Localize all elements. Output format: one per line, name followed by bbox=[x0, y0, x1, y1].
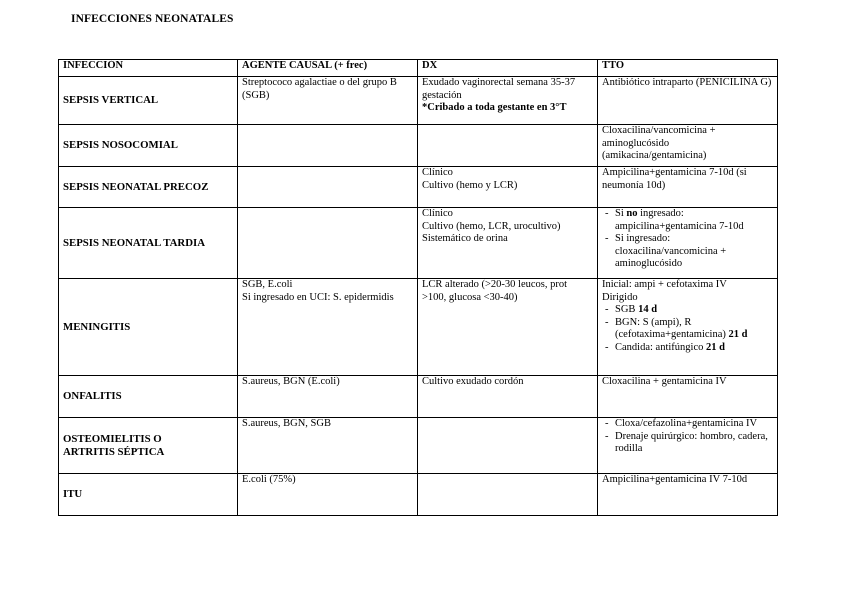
row-dx bbox=[418, 77, 598, 125]
cell-line: Cultivo (hemo, LCR, urocultivo) bbox=[422, 220, 561, 232]
row-agent bbox=[238, 125, 418, 167]
row-infection bbox=[59, 418, 238, 474]
cell-line: Clínico bbox=[422, 167, 453, 178]
item-text-bold: 21 d bbox=[705, 341, 725, 353]
row-dx bbox=[418, 208, 598, 279]
row-agent bbox=[238, 77, 418, 125]
item-text: ingresado: ampicilina+gentamicina 7-10d bbox=[615, 208, 744, 232]
row-tto bbox=[598, 376, 778, 418]
cell-line: SGB, E.coli bbox=[242, 279, 293, 290]
item-text: Si bbox=[615, 208, 627, 219]
tto-list bbox=[602, 304, 773, 354]
cell-line: Streptococo agalactiae o del grupo B (SGB) bbox=[242, 77, 397, 101]
cell-line: Antibiótico intraparto (PENICILINA G) bbox=[602, 77, 772, 88]
list-item bbox=[602, 304, 773, 317]
row-tto bbox=[598, 474, 778, 516]
table-row bbox=[59, 376, 778, 418]
row-agent bbox=[238, 474, 418, 516]
row-dx bbox=[418, 279, 598, 376]
header-dx: DX bbox=[418, 60, 598, 77]
row-tto bbox=[598, 167, 778, 208]
infections-table bbox=[58, 59, 778, 516]
cell-line-bold: *Cribado a toda gestante en 3°T bbox=[422, 102, 567, 113]
cell-line: OSTEOMIELITIS O bbox=[63, 433, 162, 445]
list-item bbox=[602, 233, 773, 271]
row-tto bbox=[598, 208, 778, 279]
row-agent bbox=[238, 167, 418, 208]
header-infection: INFECCIÓN bbox=[59, 60, 238, 77]
cell-line: Cultivo (hemo y LCR) bbox=[422, 179, 518, 191]
tto-list bbox=[602, 208, 773, 271]
item-text: SGB bbox=[615, 304, 639, 315]
tto-list bbox=[602, 418, 773, 456]
cell-line: Clínico bbox=[422, 208, 453, 219]
table-row bbox=[59, 279, 778, 376]
row-dx bbox=[418, 474, 598, 516]
table-row bbox=[59, 77, 778, 125]
row-tto bbox=[598, 279, 778, 376]
row-tto bbox=[598, 77, 778, 125]
header-agent: AGENTE CAUSAL (+ frec) bbox=[238, 60, 418, 77]
table-row bbox=[59, 125, 778, 167]
row-agent bbox=[238, 279, 418, 376]
table-row bbox=[59, 474, 778, 516]
cell-line: Ampicilina+gentamicina 7-10d (si neumonía 10d) bbox=[602, 167, 747, 191]
cell-line: Cultivo exudado cordón bbox=[422, 376, 524, 387]
row-agent bbox=[238, 376, 418, 418]
row-infection: SEPSIS NEONATAL PRECOZ bbox=[59, 167, 238, 208]
row-dx bbox=[418, 125, 598, 167]
cell-line: LCR alterado (>20-30 leucos, prot >100, glucosa <30-40) bbox=[422, 279, 568, 303]
row-infection: MENINGITIS bbox=[59, 279, 238, 376]
table-header-row bbox=[59, 60, 778, 77]
header-tto: TTO bbox=[598, 60, 778, 77]
cell-line: S.aureus, BGN (E.coli) bbox=[242, 376, 340, 387]
row-tto bbox=[598, 125, 778, 167]
cell-line: ARTRITIS SÉPTICA bbox=[63, 445, 165, 458]
row-agent bbox=[238, 208, 418, 279]
row-infection: ONFALITIS bbox=[59, 376, 238, 418]
item-text-bold: no bbox=[626, 208, 638, 219]
cell-line: Dirigido bbox=[602, 291, 638, 303]
item-text-bold: 14 d bbox=[638, 304, 658, 315]
row-tto bbox=[598, 418, 778, 474]
cell-line: Sistemático de orina bbox=[422, 233, 508, 244]
list-item bbox=[602, 342, 773, 355]
item-text: Candida: antifúngico bbox=[615, 341, 706, 353]
list-item: - Cloxa/cefazolina+gentamicina IV bbox=[602, 418, 773, 431]
row-infection: SEPSIS NOSOCOMIAL bbox=[59, 125, 238, 167]
item-text: BGN: S (ampi), R (cefotaxima+gentamicina) bbox=[615, 316, 729, 340]
list-item: - Drenaje quirúrgico: hombro, cadera, rodilla bbox=[602, 431, 773, 456]
list-item bbox=[602, 317, 773, 342]
cell-line: S.aureus, BGN, SGB bbox=[242, 418, 331, 429]
table-row bbox=[59, 208, 778, 279]
page-title: INFECCIONES NEONATALES bbox=[71, 13, 234, 25]
cell-line: Inicial: ampi + cefotaxima IV bbox=[602, 279, 727, 290]
table-row bbox=[59, 167, 778, 208]
row-dx bbox=[418, 376, 598, 418]
cell-line: Exudado vaginorectal semana 35-37 gestación bbox=[422, 77, 576, 101]
cell-line: E.coli (75%) bbox=[242, 474, 296, 485]
row-infection: SEPSIS NEONATAL TARDIA bbox=[59, 208, 238, 279]
item-text: Si ingresado: cloxacilina/vancomicina + aminoglucósido bbox=[615, 233, 727, 269]
item-text-bold: 21 d bbox=[728, 329, 748, 340]
row-infection: SEPSIS VERTICAL bbox=[59, 77, 238, 125]
list-item bbox=[602, 208, 773, 233]
cell-line: Si ingresado en UCI: S. epidermidis bbox=[242, 291, 394, 303]
table-row bbox=[59, 418, 778, 474]
row-dx bbox=[418, 167, 598, 208]
row-infection: ITU bbox=[59, 474, 238, 516]
row-dx bbox=[418, 418, 598, 474]
cell-line: Ampicilina+gentamicina IV 7-10d bbox=[602, 474, 748, 485]
cell-line: Cloxacilina/vancomicina + aminoglucósido (amikacina/gentamicina) bbox=[602, 125, 716, 161]
row-agent bbox=[238, 418, 418, 474]
cell-line: Cloxacilina + gentamicina IV bbox=[602, 376, 727, 387]
